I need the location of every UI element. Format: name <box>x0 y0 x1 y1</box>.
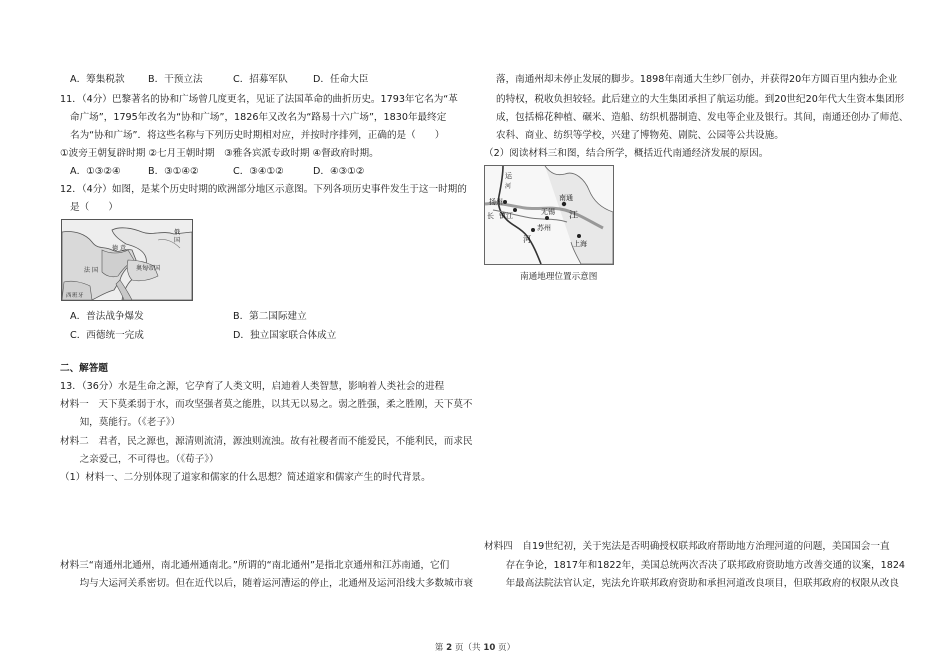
map-label-jiang: 江 <box>569 211 579 221</box>
map-label-ao: 奥 <box>136 265 143 272</box>
q12-line-1: 12．（4分）如图，是某个历史时期的欧洲部分地区示意图。下列各项历史事件发生于这一时期的 <box>60 184 467 195</box>
map-label-ban: 班 <box>72 293 78 299</box>
footer-total-pages: 10 <box>483 643 496 653</box>
map-label-chang: 长 <box>487 212 494 220</box>
q13-subq2: （2）阅读材料三和图，结合所学，概括近代南通经济发展的原因。 <box>484 148 769 159</box>
material4-line-3: 年最高法院法官认定，宪法允许联邦政府资助和承担河道改良项目，但联邦政府的权限从改良 <box>496 578 899 589</box>
footer-suffix: 页） <box>498 643 516 653</box>
footer-middle: 页（共 <box>454 643 481 653</box>
q11-option-d: D．④③①② <box>313 166 365 177</box>
material3-line-2: 均与大运河关系密切。但在近代以后，随着运河漕运的停止，北通州及运河沿线大多数城市衰 <box>70 578 473 589</box>
material3-cont-line-2: 的特权，税收负担较轻。此后建立的大生集团承担了航运功能。到20世纪20年代大生资本集团形 <box>496 94 905 105</box>
q10-option-a: A．筹集税款 <box>70 74 125 85</box>
footer-page-number: 2 <box>446 643 453 653</box>
material3-cont-line-4: 农科、商业、纺织等学校，兴建了博物苑、剧院、公园等公共设施。 <box>496 130 784 141</box>
q13-line-1: 13．（36分）水是生命之源，它孕育了人类文明，启迪着人类智慧，影响着人类社会的进程 <box>60 381 445 392</box>
footer-prefix: 第 <box>434 643 444 653</box>
q11-line-1: 11．（4分）巴黎著名的协和广场曾几度更名，见证了法国革命的曲折历史。1793年它名为“革 <box>60 94 458 105</box>
q12-line-2: 是（ ） <box>70 202 118 213</box>
material4-line-1: 材料四 自19世纪初，关于宪法是否明确授权联邦政府帮助地方治理河道的问题，美国国会一直 <box>484 541 890 552</box>
q10-option-c: C．招募军队 <box>233 74 288 85</box>
q11-option-a: A．①③②④ <box>70 166 121 177</box>
material3-cont-line-3: 成，包括棉花种植、碾米、造船、纺织机器制造、发电等企业及银行。其间，南通还创办了师范、 <box>496 112 909 123</box>
map-label-zhenjiang: 镇江 <box>499 212 513 220</box>
q10-option-d: D．任命大臣 <box>313 74 369 85</box>
map-label-yanhe: 河 <box>505 183 512 190</box>
q13-subq1: （1）材料一、二分别体现了道家和儒家的什么思想？简述道家和儒家产生的时代背景。 <box>60 472 431 483</box>
material3-cont-line-1: 落，南通州却未停止发展的脚步。1898年南通大生纱厂创办，并获得20年方圆百里内独办企业 <box>496 74 898 85</box>
material3-line-1: 材料三“南通州北通州，南北通州通南北。”所谓的“南北通州”是指北京通州和江苏南通，它们 <box>60 560 450 571</box>
europe-map <box>61 219 193 301</box>
page-footer <box>0 641 950 653</box>
map-label-shanghai: 上海 <box>573 240 587 248</box>
q10-option-b: B．干预立法 <box>148 74 203 85</box>
map-label-suzhou: 苏州 <box>537 224 551 232</box>
map-label-yi: 意 <box>120 245 127 252</box>
map-label-nantong: 南通 <box>559 194 573 202</box>
map-label-fa: 法 <box>84 267 91 274</box>
q13-material1-line-1: 材料一 天下莫柔弱于水，而攻坚强者莫之能胜，以其无以易之。弱之胜强，柔之胜刚，天下莫不 <box>60 399 473 410</box>
q11-line-4: ①波旁王朝复辟时期 ②七月王朝时期 ③雅各宾派专政时期 ④督政府时期。 <box>60 148 379 159</box>
q12-option-a: A．普法战争爆发 <box>70 311 144 322</box>
map-label-wuxi: 无锡 <box>541 208 555 216</box>
q12-option-c: C．西德统一完成 <box>70 330 144 341</box>
q11-option-b: B．③①④② <box>148 166 199 177</box>
material4-line-2: 存在争论，1817年和1822年，美国总统两次否决了联邦政府资助地方改善交通的议案，1824 <box>496 560 906 571</box>
map-label-yun: 运 <box>505 172 512 180</box>
q13-material2-line-1: 材料二 君者，民之源也，源清则流清，源浊则流浊。故有社稷者而不能爱民，不能利民，而求民 <box>60 436 473 447</box>
map-label-xi: 西 <box>66 293 72 299</box>
map-label-guo1: 国 <box>174 237 181 244</box>
map-label-yangzhou: 扬州 <box>489 198 503 206</box>
map-label-de: 德 <box>112 245 119 252</box>
q13-material1-line-2: 知，莫能行。（《老子》） <box>70 417 181 428</box>
map-label-xiong: 匈 <box>142 265 149 272</box>
map-label-guo2: 国 <box>154 265 161 272</box>
nantong-map <box>484 165 614 265</box>
map-label-ya: 牙 <box>78 293 84 299</box>
q11-line-3: 名为“协和广场”．将这些名称与下列历史时期相对应，并按时序排列，正确的是（ ） <box>70 130 445 141</box>
q13-material2-line-2: 之亲爱己，不可得也。（《荀子》） <box>70 454 219 465</box>
europe-map-drawing <box>62 220 192 300</box>
q11-option-c: C．③④①② <box>233 166 284 177</box>
map-label-guo3: 国 <box>92 267 99 274</box>
nantong-map-caption: 南通地理位置示意图 <box>520 272 598 282</box>
section-title: 二、解答题 <box>60 363 108 374</box>
q12-option-b: B．第二国际建立 <box>233 311 307 322</box>
map-label-di: 帝 <box>148 265 155 272</box>
q11-line-2: 命广场”，1795年改名为“协和广场”，1826年又改名为“路易十六广场”，1830年最终定 <box>70 112 447 123</box>
nantong-map-drawing <box>485 166 613 264</box>
q12-option-d: D．独立国家联合体成立 <box>233 330 337 341</box>
map-label-he: 河 <box>523 235 531 244</box>
map-label-e: 俄 <box>174 229 181 236</box>
